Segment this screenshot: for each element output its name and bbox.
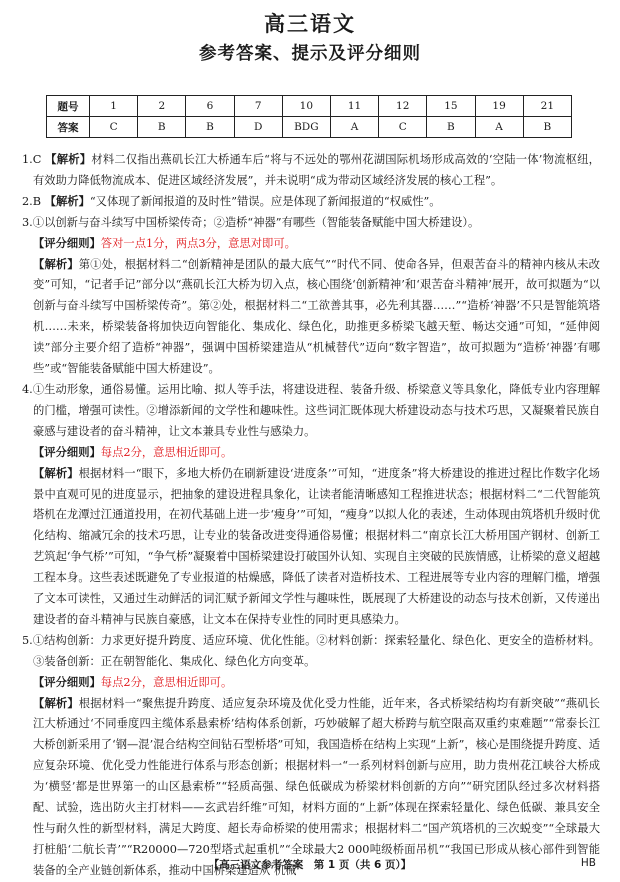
answer-item-3 (22, 213, 600, 234)
scoring-text: 答对一点1分，两点3分，意思对即可。 (100, 236, 296, 250)
answer-cell: B (523, 117, 571, 138)
analysis-tag: 【解析】 (45, 153, 92, 166)
item-number: 2.B (22, 194, 42, 208)
question-number-cell: 2 (138, 96, 186, 117)
scoring-text: 每点2分，意思相近即可。 (100, 675, 233, 689)
question-number-cell: 15 (427, 96, 475, 117)
answer-cell: D (234, 117, 282, 138)
scoring-text: 每点2分，意思相近即可。 (100, 445, 233, 459)
scoring-tag: 【评分细则】 (33, 236, 101, 250)
answer-text: ①生动形象，通俗易懂。运用比喻、拟人等手法，将建设进程、装备升级、桥梁意义等具象化，降低专业内容理解的门槛，增强可读性。②增添新闻的文学性和趣味性。这些词汇既体现大桥建设动态与技术巧思，又凝聚着民族自豪感与建设者的奋斗精神，让文本兼具专业性与感染力。 (32, 382, 600, 438)
analysis-text: “又体现了新闻报道的及时性”错误。应是体现了新闻报道的“权威性”。 (89, 194, 441, 208)
analysis-tag: 【解析】 (33, 466, 79, 480)
answer-cell: B (427, 117, 475, 138)
answer-cell: BDG (282, 117, 330, 138)
row-label-question: 题号 (47, 96, 90, 117)
answer-cell: C (90, 117, 138, 138)
answer-cell: B (138, 117, 186, 138)
question-number-cell: 19 (475, 96, 523, 117)
analysis (22, 255, 600, 380)
scoring-tag: 【评分细则】 (33, 445, 101, 459)
analysis-text: 材料二仅指出燕矶长江大桥通车后“将与不远处的鄂州花湖国际机场形成高效的‘空陆一体’物流枢纽，有效助力降低物流成本、促进区域经济发展”，并未说明“成为带动区域经济发展的核心工程”。 (33, 153, 600, 187)
analysis (22, 694, 600, 882)
page-number: 【高三语文参考答案 第 1 页（共 6 页）】 (208, 859, 412, 871)
question-number-cell: 6 (186, 96, 234, 117)
item-number: 3. (22, 215, 33, 229)
answer-row (47, 117, 572, 138)
scoring-rule (22, 234, 600, 255)
answer-cell: A (330, 117, 378, 138)
analysis-tag: 【解析】 (33, 696, 79, 710)
analysis-tag: 【解析】 (33, 257, 79, 271)
analysis-text: 根据材料一“聚焦提升跨度、适应复杂环境及优化受力性能，近年来，各式桥梁结构均有新突破”“燕矶长江大桥通过‘不同垂度四主缆体系悬索桥’结构体系创新，巧妙破解了超大桥跨与航空限高双重约束难题”“常泰长江大桥创新采用了‘钢—混’混合结构空间钻石型桥塔”可知，我国造桥在结构上实现“上新”，核心是围绕提升跨度、适应复杂环境、优化受力性能进行体系与形态创新；根据材料一“一系列材料创新与应用，助力贵州花江峡谷大桥成为‘横竖’都是世界第一的山区悬索桥”“轻质高强、绿色低碳成为桥梁材料创新的方向”“研究团队经过多次材料搭配、试验，选出防火主打材料——玄武岩纤维”可知，材料方面的“上新”体现在探索轻量化、绿色低碳、兼具安全性与耐久性的新型材料，满足大跨度、超长寿命桥梁的使用需求；根据材料二“国产筑塔机的三次蜕变”“全球最大打桩船‘二航长青’”“R20000—720型塔式起重机”“全球最大2 000吨级桥面吊机”“我国已形成从核心部件到智能装备的全产业链创新体系，推动中国桥梁建造从‘机械 (33, 696, 600, 877)
scoring-rule (22, 673, 600, 694)
analysis-text: 第①处，根据材料二“创新精神是团队的最大底气”“时代不同、使命各异，但艰苦奋斗的精神内核从未改变”可知，“记者手记”部分以“燕矶长江大桥为切入点，核心围绕‘创新精神’和‘艰苦奋斗精神’展开，故可拟题为“以创新与奋斗续写中国桥梁传奇”。第②处，根据材料二“工欲善其事，必先利其器……”“造桥‘神器’不只是智能筑塔机……未来，桥梁装备将加快迈向智能化、集成化、绿色化，助推更多桥梁飞越天堑、畅达交通”可知，“延伸阅读”部分主要介绍了造桥“神器”，强调中国桥梁建造从“机械替代”迈向“数字智造”，故可拟题为“造桥‘神器’有哪些”或“智能装备赋能中国大桥建设”。 (33, 257, 600, 376)
row-label-answer: 答案 (47, 117, 90, 138)
scoring-rule (22, 443, 600, 464)
analysis-tag: 【解析】 (44, 194, 90, 208)
item-number: 5. (22, 633, 33, 647)
answer-body (22, 150, 600, 882)
question-number-row (47, 96, 572, 117)
answer-cell: A (475, 117, 523, 138)
page-subtitle: 参考答案、提示及评分细则 (199, 44, 421, 64)
edition-code: HB (580, 857, 596, 869)
question-number-cell: 10 (282, 96, 330, 117)
page-title: 高三语文 (264, 12, 356, 36)
answer-item-1 (22, 150, 600, 192)
answer-item-4 (22, 380, 600, 443)
answer-item-2 (22, 192, 600, 213)
answer-cell: C (379, 117, 427, 138)
answer-item-5 (22, 631, 600, 673)
analysis-text: 根据材料一“眼下，多地大桥仍在刷新建设‘进度条’”可知，“进度条”将大桥建设的推进过程比作数字化场景中直观可见的进度显示，把抽象的建设进程具象化，让读者能清晰感知工程推进状态；根据材料二“二代智能筑塔机在龙潭过江通道投用，在初代基础上进一步‘瘦身’”可知，“瘦身”以拟人化的表述，生动体现由筑塔机升级时优化结构、缩减冗余的技术巧思，让专业的装备改进变得通俗易懂；根据材料二“南京长江大桥用国产钢材、创新工艺筑起‘争气桥’”可知，“争气桥”凝聚着中国桥梁建设打破国外认知、实现自主突破的民族情感，让桥梁的意义超越工程本身。这些表述既避免了专业报道的枯燥感，降低了读者对造桥技术、工程进展等专业内容的理解门槛，增强了文本可读性，又通过生动鲜活的词汇赋予新闻文学性与趣味性，既展现了大桥建设的动态与技术创新，又传递出建设者的奋斗精神与民族自豪感，让文本在保持专业性的同时更具感染力。 (33, 466, 600, 626)
answer-cell: B (186, 117, 234, 138)
answer-text: ①以创新与奋斗续写中国桥梁传奇；②造桥“神器”有哪些（智能装备赋能中国大桥建设）。 (32, 215, 480, 229)
question-number-cell: 11 (330, 96, 378, 117)
question-number-cell: 1 (90, 96, 138, 117)
answer-text: ①结构创新：力求更好提升跨度、适应环境、优化性能。②材料创新：探索轻量化、绿色化、更安全的造桥材料。③装备创新：正在朝智能化、集成化、绿色化方向变革。 (32, 633, 600, 668)
item-number: 4. (22, 382, 33, 396)
item-number: 1.C (22, 153, 42, 166)
analysis (22, 464, 600, 631)
scoring-tag: 【评分细则】 (33, 675, 101, 689)
question-number-cell: 21 (523, 96, 571, 117)
answer-table (46, 95, 572, 138)
question-number-cell: 12 (379, 96, 427, 117)
question-number-cell: 7 (234, 96, 282, 117)
